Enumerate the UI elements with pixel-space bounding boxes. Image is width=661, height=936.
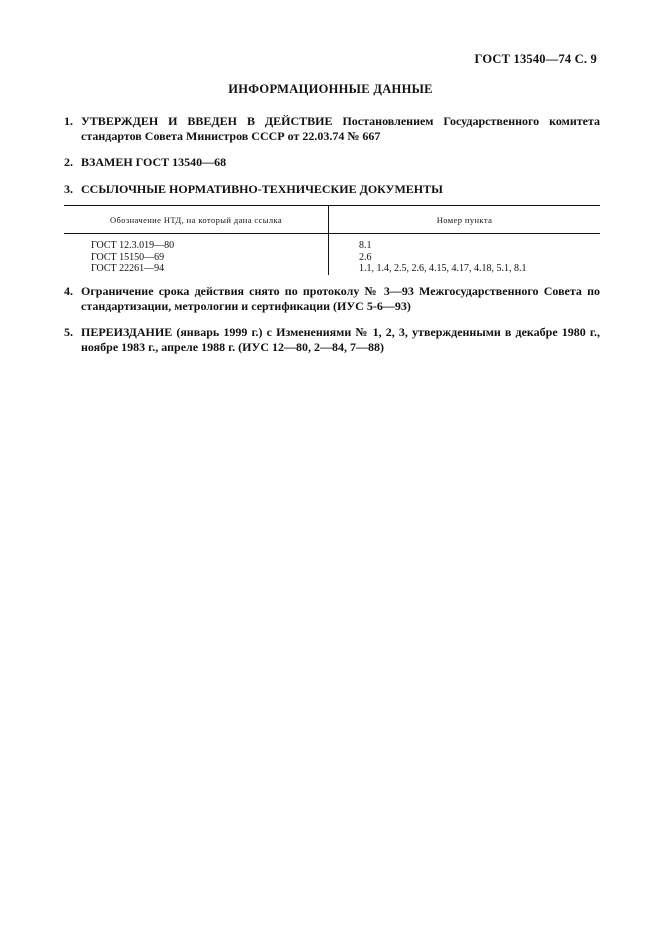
list-item: [64, 155, 600, 170]
list-item: [64, 325, 600, 355]
item-number: 1.: [64, 114, 73, 128]
column-header-clause: Номер пункта: [329, 206, 601, 234]
table-cell-document: ГОСТ 15150—69: [64, 252, 329, 264]
item-number: 3.: [64, 182, 73, 196]
table-row: [64, 234, 600, 252]
item-text: Ограничение срока действия снято по протоколу № 3—93 Межгосударственного Совета по стандартизации, метрологии и сертификации (ИУС 5-6—93): [81, 283, 600, 313]
info-items-list: [64, 114, 600, 355]
item-number: 2.: [64, 155, 73, 169]
table-row: [64, 263, 600, 275]
list-item: [64, 284, 600, 314]
list-item: [64, 114, 600, 144]
table-cell-document: ГОСТ 12.3.019—80: [64, 234, 329, 252]
item-number: 5.: [64, 324, 73, 339]
table-cell-document: ГОСТ 22261—94: [64, 263, 329, 275]
table-cell-clause: 1.1, 1.4, 2.5, 2.6, 4.15, 4.17, 4.18, 5.1, 8.1: [359, 263, 527, 274]
table-cell-clause: 8.1: [359, 240, 372, 251]
page-header-reference: ГОСТ 13540—74 С. 9: [474, 52, 597, 66]
item-text: ВЗАМЕН ГОСТ 13540—68: [81, 155, 227, 169]
item-text: ПЕРЕИЗДАНИЕ (январь 1999 г.) с Изменениями № 1, 2, 3, утвержденными в декабре 1980 г., ноябре 1983 г., апреле 1988 г. (ИУС 12—80, 2—84, 7—88): [81, 324, 600, 354]
reference-documents-table: [64, 205, 600, 275]
table-cell-clause: 2.6: [359, 251, 372, 263]
item-text: УТВЕРЖДЕН И ВВЕДЕН В ДЕЙСТВИЕ Постановлением Государственного комитета стандартов Совета Министров СССР от 22.03.74 № 667: [81, 114, 600, 143]
column-header-document: Обозначение НТД, на который дана ссылка: [64, 206, 329, 234]
item-text: ССЫЛОЧНЫЕ НОРМАТИВНО-ТЕХНИЧЕСКИЕ ДОКУМЕНТЫ: [81, 182, 443, 196]
table-row: [64, 252, 600, 264]
table-header-row: [64, 206, 600, 234]
item-number: 4.: [64, 283, 73, 298]
page-title: ИНФОРМАЦИОННЫЕ ДАННЫЕ: [228, 82, 433, 96]
list-item: [64, 182, 600, 197]
